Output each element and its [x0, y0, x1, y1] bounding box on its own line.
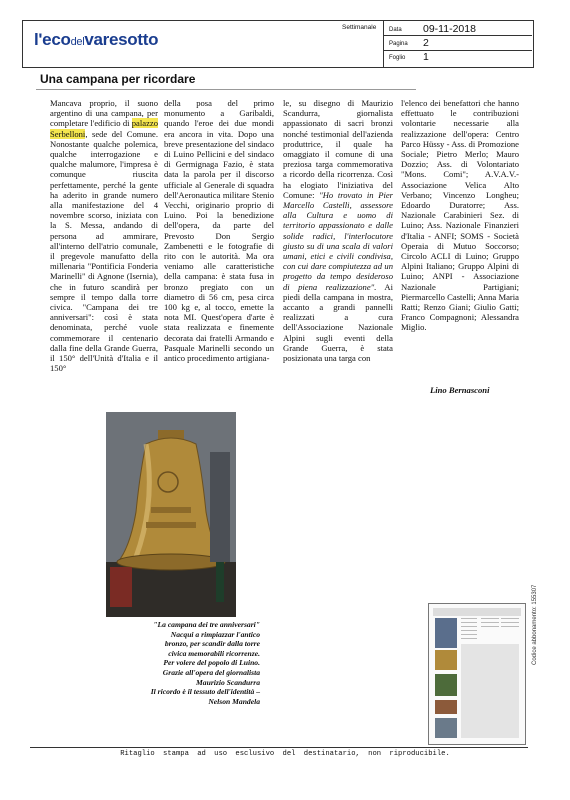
reproduction-notice: Ritaglio stampa ad uso esclusivo del destinatario, non riproducibile. [120, 750, 450, 758]
article-title: Una campana per ricordare [40, 72, 196, 86]
title-rule [36, 89, 416, 90]
meta-divider [384, 50, 532, 51]
page-label: Pagina [389, 41, 408, 47]
article-column-2: della posa del primo monumento a Garibaldi, quando l'eroe dei due mondi era ancora in vita. Dopo una breve presentazione del sindaco di Luino Pellicini e del sindaco di Germignaga Fazio, è stata data la parola per il discorso ufficiale al Generale di squadra dell'Aeronautica militare Stenio Vecchi, originario proprio di Luino. Poi la benedizione dell'opera, da parte del Prevosto Don Sergio Zambenetti e le fotografie di rito con le autorità. Ma ora veniamo alle caratteristiche della campana: è stata fusa in bronzo pregiato con un diametro di 56 cm, pesa circa 100 kg e, al tocco, emette la nota MI. Quest'opera d'arte è stata realizzata e finemente decorata dai fratelli Armando e Pasquale Marinelli secondo un antico procedimento artigiana- [164, 98, 274, 364]
meta-divider [384, 35, 532, 36]
highlighted-text: palazzo Serbelloni [50, 118, 158, 139]
periodicity-label: Settimanale [342, 24, 377, 31]
article-column-4: l'elenco dei benefattori che hanno effettuato le contribuzioni volontarie necessarie alla realizzazione dell'opera: Centro Parco Hüssy - Ass. di Promozione Sociale; Pietro Merlo; Mauro Dozzio; Ass. di Volontariato "Mons. Comi"; A.V.A.V.-Associazione Velica Alto Verbano; Vincenzo Longheu; Edoardo Duratorre; Ass. Nazionale Carabinieri Sez. di Luino; Ass. Nazionale Finanzieri d'Italia - ANFI; SOMS - Società Operaia di Mutuo Soccorso; Circolo ACLI di Luino; Gruppo Alpini Italiano; Gruppo Alpini di Luino; ANPI - Associazione Nazionale Partigiani; Piermarcello Castelli; Anna Maria Ratti; Renzo Giani; Giulio Gatti; Franco Compagnoni; Alessandra Miglio. [401, 98, 519, 333]
page-thumbnail [428, 603, 526, 745]
sheet-label: Foglio [389, 55, 406, 61]
footer-rule [30, 747, 528, 748]
author-signature: Lino Bernasconi [430, 385, 490, 395]
header-divider [383, 20, 384, 68]
newspaper-logo: l'ecodelvaresotto [34, 30, 159, 49]
photo-caption: "La campana dei tre anniversari" Nacqui a rimpiazzar l'antico bronzo, per scandir dalla torre civica memorabili ricorrenze. Per volere del popolo di Luino. Grazie all'opera del giornalista Maurizio Scandurra Il ricordo è il tessuto dell'identità – Nelson Mandela [150, 620, 260, 706]
date-label: Data [389, 27, 402, 33]
subscription-code: Codice abbonamento: 155307 [532, 584, 538, 665]
bell-photo [106, 412, 236, 617]
date-value: 09-11-2018 [423, 23, 476, 35]
quote: "Ho trovato in Pier Marcello Castelli, assessore alla Cultura e uomo di territorio appassionato e dalle solide radici, l'interlocutore giusto su di una scala di valori umani, etici e civili condivisa, con cui dare compiutezza ad un progetto da tempo desideroso di piena realizzazione". [283, 189, 393, 292]
bell-icon [106, 412, 236, 617]
thumbnail-image [429, 604, 525, 744]
page-value: 2 [423, 37, 429, 49]
sheet-value: 1 [423, 51, 429, 63]
article-column-3: le, su disegno di Maurizio Scandurra, giornalista appassionato di sacri bronzi nonché testimonial dell'azienda produttrice, il quale ha omaggiato il comune di una preziosa targa commemorativa a ricordo della ricorrenza. Così ha elogiato l'iniziativa del Comune: "Ho trovato in Pier Marcello Castelli, assessore alla Cultura e uomo di territorio appassionato e dalle solide radici, l'interlocutore giusto su di una scala di valori umani, etici e civili condivisa, con cui dare compiutezza ad un progetto da tempo desideroso di piena realizzazione". Ai piedi della campana in mostra, accanto a grandi pannelli realizzati a cura dell'Associazione Nazionale Alpini sugli eventi della Grande Guerra, è stata posizionata una targa con [283, 98, 393, 364]
article-column-1: Mancava proprio, il suono argentino di una campana, per completare l'edificio di palazzo Serbelloni, sede del Comune. Nonostante qualche polemica, qualche interrogazione e qualche malumore, l'impresa è comunque riuscita perfettamente, perché la gente ha aderito in grande numero alla manifestazione del 4 novembre scorso, iniziata con la S. Messa, andando di persona ad ammirare, all'interno dell'atrio comunale, il pregevole manufatto della millenaria "Pontificia Fonderia Marinelli" di Agnone (Isernia), che in futuro scandirà per sempre il tempo dalla torre civica. "Campana dei tre anniversari": così è stata denominata, perché vuole commemorare il centenario dalla fine della Grande Guerra, il 150° dell'Unità d'Italia e il 150° [50, 98, 158, 374]
